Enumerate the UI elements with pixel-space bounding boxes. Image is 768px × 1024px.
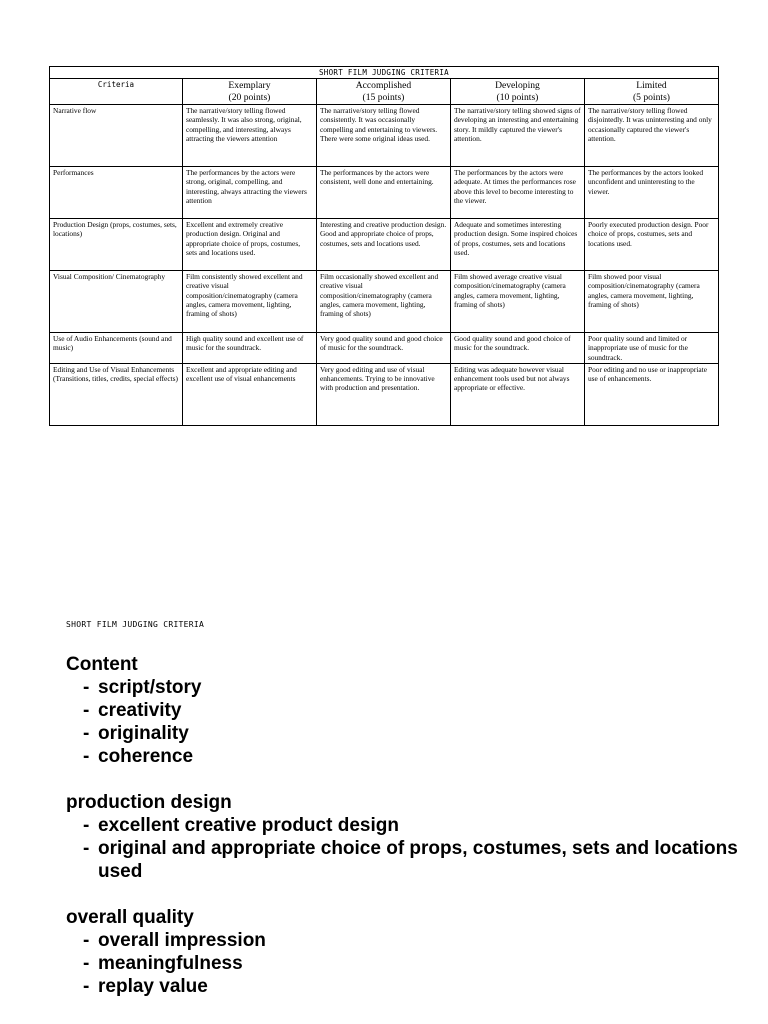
rubric-cell: Film showed poor visual composition/cinematography (camera angles, camera movement, lighting, framing of shots) (584, 271, 718, 333)
list-item-text: excellent creative product design (98, 815, 399, 836)
rubric-cell: Very good editing and use of visual enhancements. Trying to be innovative with production and presentation. (316, 363, 450, 425)
level-name: Developing (495, 80, 540, 92)
table-header-row (50, 79, 719, 105)
rubric-cell: The narrative/story telling flowed seamlessly. It was also strong, original, compelling, and interesting, always attracting the viewers attention (182, 105, 316, 167)
bullet: - (83, 838, 90, 859)
list-item-text: original and appropriate choice of props, costumes, sets and locations used (98, 838, 738, 882)
rubric-cell: The performances by the actors were consistent, well done and entertaining. (316, 167, 450, 219)
level-points: (20 points) (228, 91, 271, 103)
bullet: - (83, 953, 90, 974)
list-item (66, 929, 746, 952)
level-points: (15 points) (362, 91, 405, 103)
level-name: Exemplary (228, 80, 271, 92)
criterion-cell: Production Design (props, costumes, sets, locations) (50, 219, 183, 271)
rubric-cell: Poor quality sound and limited or inappropriate use of music for the soundtrack. (584, 333, 718, 364)
section-list (66, 929, 746, 998)
section-overall-quality (66, 906, 746, 998)
list-item (66, 837, 746, 883)
rubric-cell: High quality sound and excellent use of music for the soundtrack. (182, 333, 316, 364)
list-item-text: meaningfulness (98, 953, 243, 974)
notes-section (66, 620, 746, 1021)
level-points: (5 points) (632, 91, 670, 103)
section-content (66, 653, 746, 768)
rubric-cell: Excellent and extremely creative production design. Original and appropriate choice of props, costumes, sets and locations used. (182, 219, 316, 271)
list-item (66, 676, 746, 699)
judging-criteria-table (49, 66, 719, 426)
criterion-cell: Narrative flow (50, 105, 183, 167)
rubric-cell: Poor editing and no use or inappropriate use of enhancements. (584, 363, 718, 425)
bullet: - (83, 677, 90, 698)
level-points: (10 points) (496, 91, 539, 103)
list-item (66, 814, 746, 837)
rubric-cell: The performances by the actors looked unconfident and uninteresting to the viewer. (584, 167, 718, 219)
level-header-exemplary (182, 79, 316, 105)
list-item-text: originality (98, 723, 189, 744)
list-item-text: coherence (98, 746, 194, 767)
rubric-cell: The narrative/story telling flowed disjointedly. It was uninteresting and only occasionally captured the viewer's attention. (584, 105, 718, 167)
section-list (66, 814, 746, 883)
list-item (66, 722, 746, 745)
section-list (66, 676, 746, 768)
level-name: Limited (636, 80, 667, 92)
bullet: - (83, 815, 90, 836)
table-row-narrative-flow (50, 105, 719, 167)
rubric-cell: Film occasionally showed excellent and creative visual composition/cinematography (camera angles, camera movement, lighting, framing of shots) (316, 271, 450, 333)
list-item (66, 699, 746, 722)
table-row-visual-composition (50, 271, 719, 333)
rubric-cell: Editing was adequate however visual enhancement tools used but not always appropriate or effective. (450, 363, 584, 425)
list-item-text: script/story (98, 677, 202, 698)
table-row-audio (50, 333, 719, 364)
level-header-limited (584, 79, 718, 105)
bullet: - (83, 976, 90, 997)
table-row-editing (50, 363, 719, 425)
criterion-cell: Editing and Use of Visual Enhancements (Transitions, titles, credits, special effects) (50, 363, 183, 425)
list-item (66, 975, 746, 998)
bullet: - (83, 930, 90, 951)
list-item-text: overall impression (98, 930, 266, 951)
bullet: - (83, 746, 90, 767)
rubric-cell: Poorly executed production design. Poor choice of props, costumes, sets and locations used. (584, 219, 718, 271)
criterion-cell: Performances (50, 167, 183, 219)
rubric-cell: The performances by the actors were adequate. At times the performances rose above this level to become interesting to the viewer. (450, 167, 584, 219)
bullet: - (83, 723, 90, 744)
level-header-developing (450, 79, 584, 105)
table-row-performances (50, 167, 719, 219)
table-title: SHORT FILM JUDGING CRITERIA (50, 67, 719, 79)
bullet: - (83, 700, 90, 721)
notes-caption: SHORT FILM JUDGING CRITERIA (66, 620, 205, 629)
rubric-cell: Film showed average creative visual composition/cinematography (camera angles, camera movement, lighting, framing of shots) (450, 271, 584, 333)
rubric-cell: Interesting and creative production design. Good and appropriate choice of props, costumes, sets and locations used. (316, 219, 450, 271)
section-heading: Content (66, 654, 138, 675)
rubric-cell: The narrative/story telling flowed consistently. It was occasionally compelling and entertaining to viewers. There were some original ideas used. (316, 105, 450, 167)
section-heading: production design (66, 792, 232, 813)
section-production-design (66, 791, 746, 883)
level-header-accomplished (316, 79, 450, 105)
level-name: Accomplished (355, 80, 412, 92)
rubric-cell: Very good quality sound and good choice of music for the soundtrack. (316, 333, 450, 364)
rubric-cell: Film consistently showed excellent and creative visual composition/cinematography (camera angles, camera movement, lighting, framing of shots) (182, 271, 316, 333)
criterion-cell: Visual Composition/ Cinematography (50, 271, 183, 333)
list-item-text: replay value (98, 976, 208, 997)
criterion-cell: Use of Audio Enhancements (sound and music) (50, 333, 183, 364)
rubric-cell: The performances by the actors were strong, original, compelling, and interesting, always attracting the viewers attention (182, 167, 316, 219)
list-item (66, 745, 746, 768)
rubric-cell: Good quality sound and good choice of music for the soundtrack. (450, 333, 584, 364)
criteria-header: Criteria (50, 79, 183, 105)
rubric-cell: Excellent and appropriate editing and excellent use of visual enhancements (182, 363, 316, 425)
table-row-production-design (50, 219, 719, 271)
section-heading: overall quality (66, 907, 194, 928)
rubric-cell: The narrative/story telling showed signs of developing an interesting and entertaining story. It mildly captured the viewer's attention. (450, 105, 584, 167)
list-item-text: creativity (98, 700, 182, 721)
list-item (66, 952, 746, 975)
rubric-cell: Adequate and sometimes interesting production design. Some inspired choices of props, costumes, sets and locations used. (450, 219, 584, 271)
